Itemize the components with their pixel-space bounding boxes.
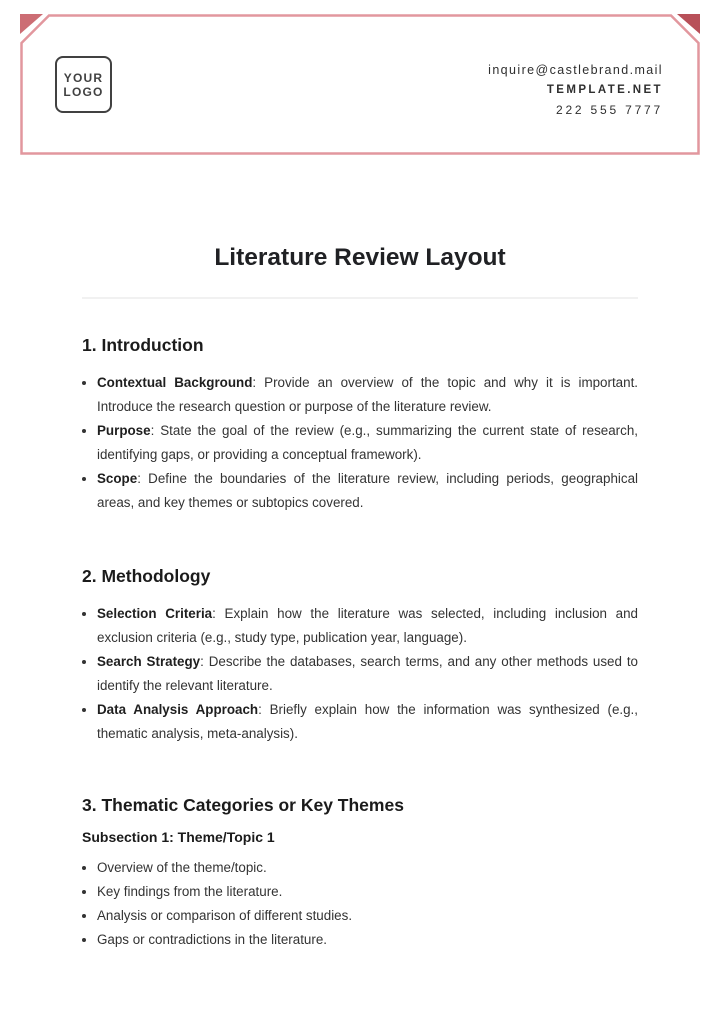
section-1-heading: 1. Introduction (82, 335, 204, 355)
list-item (97, 856, 638, 880)
bullet-label: Scope (97, 471, 138, 486)
contact-website: TEMPLATE.NET (546, 84, 663, 96)
bullet-text: : Provide an overview of the topic and why it is important. Introduce the research question or purpose of the literature review. (97, 375, 639, 414)
list-item (97, 467, 638, 514)
subsection-heading: Subsection 1: Theme/Topic 1 (82, 829, 275, 845)
section-3-list (82, 856, 638, 952)
section-thematic-categories (82, 795, 638, 952)
bullet-text: : Define the boundaries of the literature review, including periods, geographical areas, and key themes or subtopics covered. (97, 471, 638, 510)
title-divider (82, 297, 638, 299)
bullet-label: Search Strategy (97, 654, 201, 669)
bullet-label: Purpose (97, 423, 151, 438)
bullet-text: : Describe the databases, search terms, and any other methods used to identify the relevant literature. (97, 654, 639, 693)
bullet-text: : Explain how the literature was selected, including inclusion and exclusion criteria (e.g., study type, publication year, language). (97, 606, 638, 645)
contact-phone: 222 555 7777 (555, 103, 663, 117)
list-item (97, 602, 638, 649)
list-item (97, 698, 638, 745)
logo-line1: YOUR (63, 70, 104, 85)
bullet-label: Selection Criteria (97, 606, 213, 621)
section-methodology (82, 566, 638, 745)
contact-email: inquire@castlebrand.mail (488, 63, 663, 77)
section-3-heading: 3. Thematic Categories or Key Themes (82, 795, 404, 815)
section-2-list (82, 602, 638, 745)
bullet-text: Overview of the theme/topic. (97, 860, 267, 875)
list-item (97, 880, 638, 904)
bullet-label: Data Analysis Approach (97, 702, 259, 717)
bullet-label: Contextual Background (97, 375, 253, 390)
section-1-list (82, 371, 638, 514)
bullet-text: Key findings from the literature. (97, 884, 283, 899)
list-item (97, 928, 638, 952)
bullet-text: Analysis or comparison of different studies. (97, 908, 353, 923)
logo-line2: LOGO (63, 84, 104, 99)
list-item (97, 419, 638, 466)
bullet-text: : Briefly explain how the information was synthesized (e.g., thematic analysis, meta-analysis). (97, 702, 638, 741)
bullet-text: Gaps or contradictions in the literature. (97, 932, 327, 947)
bullet-text: : State the goal of the review (e.g., summarizing the current state of research, identifying gaps, or providing a conceptual framework). (97, 423, 638, 462)
section-2-heading: 2. Methodology (82, 566, 211, 586)
page-title: Literature Review Layout (214, 244, 506, 271)
list-item (97, 650, 638, 697)
list-item (97, 904, 638, 928)
section-introduction (82, 335, 638, 514)
list-item (97, 371, 638, 418)
